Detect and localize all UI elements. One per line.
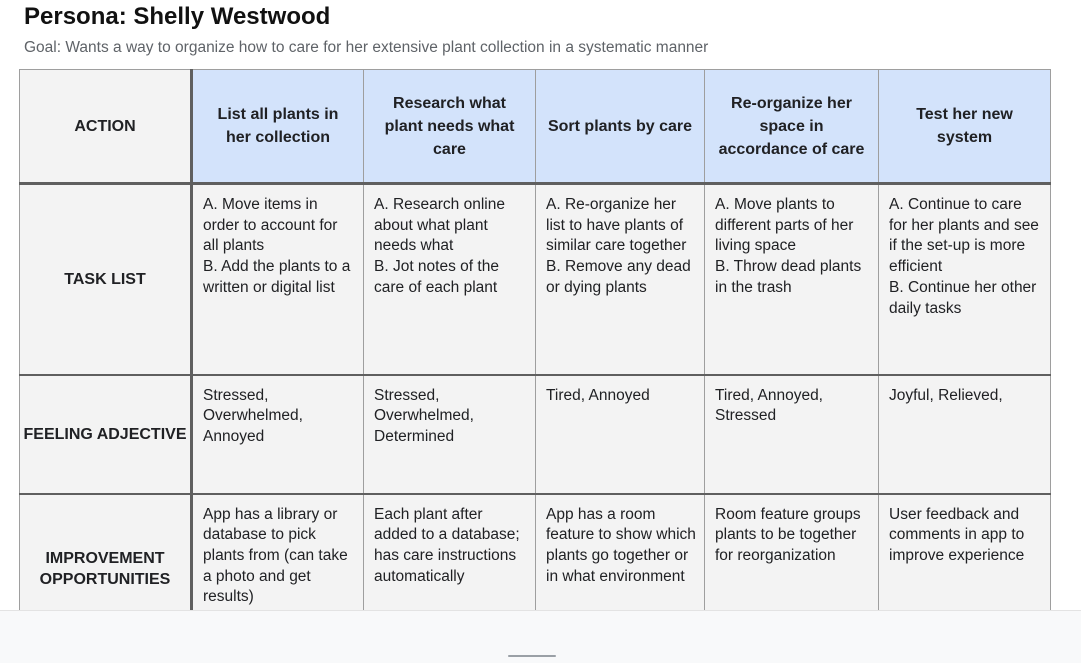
column-header: Test her new system	[879, 70, 1051, 184]
table-cell	[705, 375, 879, 494]
action-label: ACTION	[20, 70, 192, 184]
row-label-improvement-opportunities: IMPROVEMENT OPPORTUNITIES	[20, 494, 192, 644]
journey-map-table	[19, 69, 1051, 644]
cell-line: Tired, Annoyed	[546, 386, 650, 404]
cell-line: Room feature groups plants to be together for reorganization	[715, 505, 861, 564]
cell-line: Stressed, Overwhelmed, Determined	[374, 386, 474, 445]
cell-line: A. Move items in order to account for all plants	[203, 196, 338, 255]
cell-line: User feedback and comments in app to improve experience	[889, 505, 1025, 564]
cell-line: App has a room feature to show which plants go together or in what environment	[546, 505, 696, 585]
column-header: Research what plant needs what care	[364, 70, 536, 184]
row-label-feeling-adjective: FEELING ADJECTIVE	[20, 375, 192, 494]
persona-title: Persona: Shelly Westwood	[24, 3, 331, 30]
column-header: Sort plants by care	[536, 70, 705, 184]
table-cell	[536, 184, 705, 375]
cell-line: B. Remove any dead or dying plants	[546, 258, 691, 296]
cell-line: Joyful, Relieved,	[889, 386, 1003, 404]
table-cell	[192, 375, 364, 494]
cell-line: A. Re-organize her list to have plants of similar care together	[546, 196, 687, 255]
column-header: Re-organize her space in accordance of care	[705, 70, 879, 184]
cell-line: Stressed, Overwhelmed, Annoyed	[203, 386, 303, 445]
table-header-row	[20, 70, 1051, 184]
cell-line: A. Research online about what plant needs what	[374, 196, 505, 255]
persona-goal: Goal: Wants a way to organize how to care for her extensive plant collection in a systematic manner	[24, 39, 709, 56]
table-cell	[879, 375, 1051, 494]
table-cell	[364, 375, 536, 494]
column-header: List all plants in her collection	[192, 70, 364, 184]
cell-line: B. Throw dead plants in the trash	[715, 258, 862, 296]
cell-line: Tired, Annoyed, Stressed	[715, 386, 823, 425]
table-row	[20, 184, 1051, 375]
cell-line: B. Continue her other daily tasks	[889, 278, 1037, 317]
cell-line: A. Continue to care for her plants and see if the set-up is more efficient	[889, 196, 1039, 276]
table-cell	[364, 184, 536, 375]
row-label-task-list: TASK LIST	[20, 184, 192, 375]
scroll-handle[interactable]	[508, 655, 556, 657]
cell-line: A. Move plants to different parts of her living space	[715, 196, 854, 255]
cell-line: App has a library or database to pick plants from (can take a photo and get results)	[203, 505, 348, 606]
cell-line: Each plant after added to a database; has care instructions automatically	[374, 505, 520, 585]
table-cell	[705, 184, 879, 375]
table-cell	[879, 184, 1051, 375]
table-cell	[192, 184, 364, 375]
cell-line: B. Jot notes of the care of each plant	[374, 258, 499, 296]
table-cell	[536, 375, 705, 494]
cell-line: B. Add the plants to a written or digital list	[203, 258, 351, 296]
table-row	[20, 375, 1051, 494]
